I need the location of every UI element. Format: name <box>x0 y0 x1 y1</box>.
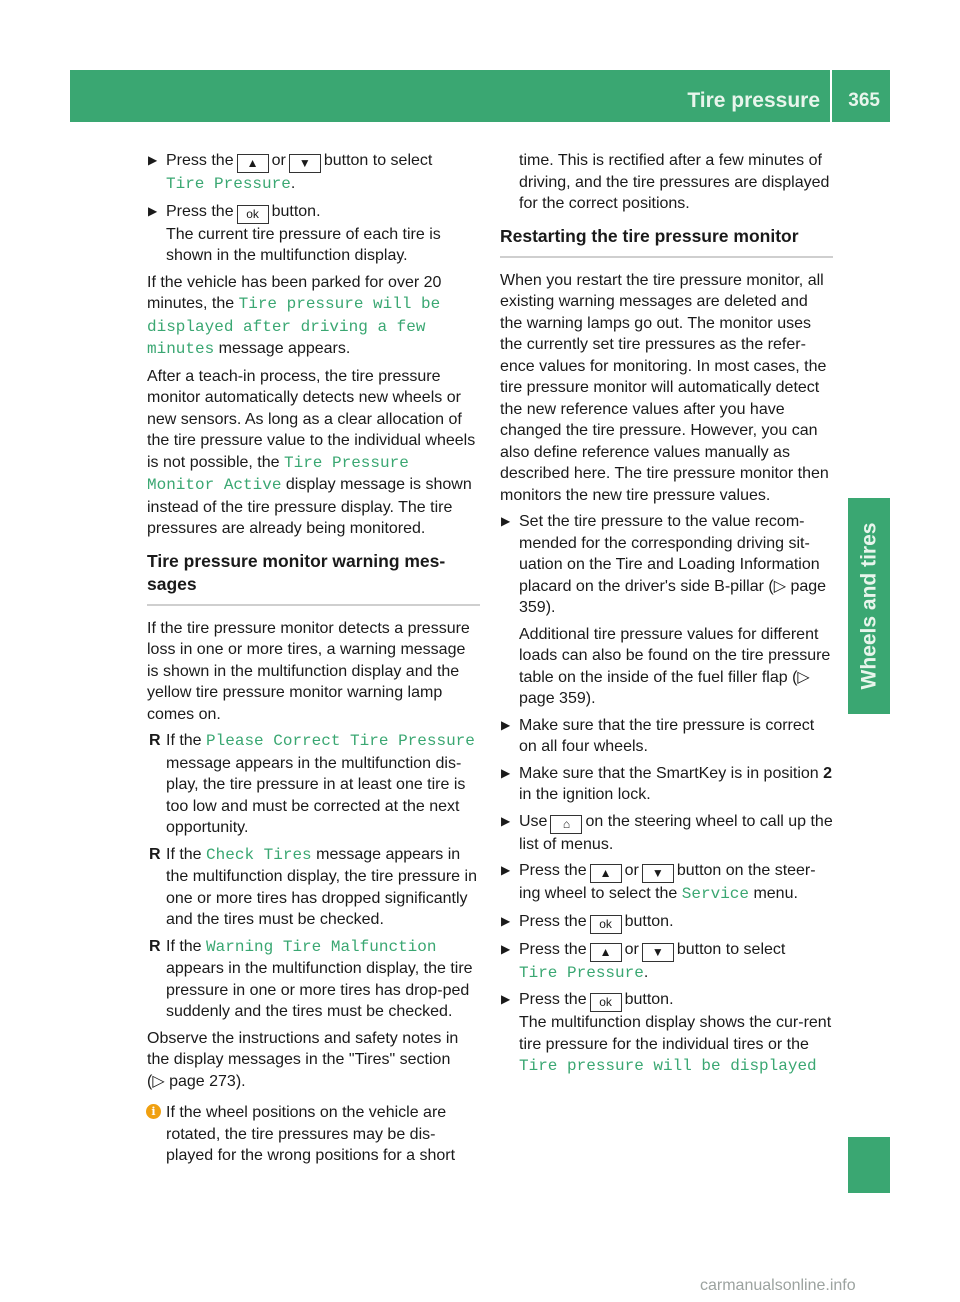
paragraph: If the vehicle has been parked for over 20 minutes, the Tire pressure will be displayed after driving a few minutes message appears. <box>147 273 442 358</box>
display-message: Tire Pressure <box>519 963 644 982</box>
ok-button-icon: ok <box>590 993 622 1012</box>
header-bar <box>70 70 890 122</box>
step-detail: Additional tire pressure values for different loads can also be found on the tire pressure table on the inside of the fuel filler flap (▷ page 359). <box>519 625 831 707</box>
paragraph-continued: time. This is rectified after a few minutes of driving, and the tire pressures are displayed for the correct positions. <box>519 152 830 212</box>
paragraph: When you restart the tire pressure monitor, all existing warning messages are deleted and the warning lamps go out. The monitor uses the currently set tire pressures as the refer-ence values for monitoring. In most cases, the tire pressure monitor will automatically detect the new reference values after you have changed the tire pressure. However, you can also define reference values manually as described here. The tire pressure monitor then monitors the new tire pressure values. <box>500 271 829 504</box>
step-item: ▶ Press the ok button. <box>500 911 833 934</box>
right-column <box>500 150 833 1083</box>
step-item: ▶ Press the ▲ or ▼ button to select Tire Pressure. <box>148 152 433 193</box>
step-arrow-icon: ▶ <box>501 941 511 956</box>
home-button-icon: ⌂ <box>550 815 582 834</box>
step-arrow-icon: ▶ <box>501 813 511 828</box>
display-message: Tire pressure will be displayed after driving a few minutes <box>147 295 441 358</box>
chapter-tab-label: Wheels and tires <box>857 522 881 690</box>
bullet-item: R If the Check Tires message appears in the multifunction display, the tire pressure in one or more tires has dropped significantly and the tires must be checked. <box>149 845 477 928</box>
display-message: Please Correct Tire Pressure <box>206 732 475 750</box>
step-arrow-icon: ▶ <box>501 765 511 780</box>
bullet-marker: R <box>149 937 161 955</box>
up-button-icon: ▲ <box>590 864 622 883</box>
up-button-icon: ▲ <box>237 154 269 173</box>
step-arrow-icon: ▶ <box>501 913 511 928</box>
page-reference: page 273). <box>169 1072 246 1090</box>
page-ref-arrow-icon: ▷ <box>773 577 787 595</box>
page-reference: page 359). <box>519 577 827 616</box>
step-item: ▶ Use ⌂ on the steering wheel to call up the list of menus. <box>501 812 833 853</box>
display-message: Service <box>681 885 749 903</box>
section-title: Tire pressure <box>687 89 820 112</box>
step-item: ▶ Make sure that the SmartKey is in position 2 in the ignition lock. <box>501 764 833 803</box>
step-arrow-icon: ▶ <box>501 863 511 877</box>
up-button-icon: ▲ <box>590 943 622 962</box>
ok-button-icon: ok <box>590 915 622 934</box>
watermark: carmanualsonline.info <box>700 1277 856 1294</box>
display-message: Warning Tire Malfunction <box>206 937 437 956</box>
bullet-marker: R <box>149 732 161 749</box>
down-button-icon: ▼ <box>642 943 674 962</box>
step-arrow-icon: ▶ <box>501 514 511 528</box>
page-number: 365 <box>848 90 880 111</box>
section-heading: Tire pressure monitor warning mes-sages <box>147 550 480 606</box>
display-message: Tire pressure will be displayed <box>519 1057 817 1075</box>
paragraph: After a teach-in process, the tire pressure monitor automatically detects new wheels or new sensors. As long as a clear allocation of the tire pressure value to the individual wheels is not possible, the Tire Pressure Monitor Active display message is shown instead of the tire pressure display. The tire pressures are already being monitored. <box>147 367 476 537</box>
step-arrow-icon: ▶ <box>501 717 511 732</box>
page-ref-arrow-icon: ▷ <box>152 1072 165 1090</box>
chapter-tab-marker <box>848 1137 890 1193</box>
bullet-marker: R <box>149 845 161 863</box>
left-column <box>147 150 480 1172</box>
step-item: ▶ Press the ok button. The current tire pressure of each tire is shown in the multifunction display. <box>148 202 441 264</box>
section-heading: Restarting the tire pressure monitor <box>500 225 833 258</box>
paragraph: If the tire pressure monitor detects a pressure loss in one or more tires, a warning message is shown in the multifunction display and the yellow tire pressure monitor warning lamp comes on. <box>147 619 470 723</box>
step-item: ▶ Set the tire pressure to the value recom-mended for the corresponding driving sit-uation on the Tire and Loading Information placard on the driver's side B-pillar (▷ page 359). <box>501 513 827 616</box>
header-divider <box>830 70 832 122</box>
bullet-item: R If the Warning Tire Malfunction appears in the multifunction display, the tire pressure in one or more tires has drop-ped suddenly and the tires must be checked. <box>149 937 473 1020</box>
display-message: Check Tires <box>206 845 312 864</box>
info-note: i If the wheel positions on the vehicle are rotated, the tire pressures may be dis-played for the wrong positions for a short <box>147 1102 480 1167</box>
step-item: ▶ Make sure that the tire pressure is correct on all four wheels. <box>501 716 815 755</box>
step-item: ▶ Press the ok button. The multifunction display shows the cur-rent tire pressure for the individual tires or the Tire pressure will be displayed <box>501 991 832 1075</box>
paragraph: Observe the instructions and safety notes in the display messages in the "Tires" section (▷ page 273). <box>147 1029 459 1090</box>
bullet-item: R If the Please Correct Tire Pressure message appears in the multifunction dis-play, the tire pressure in at least one tire is too low and must be corrected at the next opportunity. <box>149 732 475 836</box>
info-icon: i <box>146 1104 161 1119</box>
page-ref-arrow-icon: ▷ <box>797 668 810 686</box>
step-item: ▶ Press the ▲ or ▼ button to select Tire Pressure. <box>501 940 786 982</box>
down-button-icon: ▼ <box>289 154 321 173</box>
display-message: Tire Pressure Monitor Active <box>147 453 409 494</box>
page-reference: page 359). <box>519 690 596 707</box>
display-message: Tire Pressure <box>166 175 291 193</box>
step-arrow-icon: ▶ <box>148 203 158 218</box>
step-arrow-icon: ▶ <box>501 992 511 1006</box>
down-button-icon: ▼ <box>642 864 674 883</box>
step-arrow-icon: ▶ <box>148 153 158 167</box>
chapter-tab <box>848 498 890 714</box>
ok-button-icon: ok <box>237 205 269 224</box>
step-item: ▶ Press the ▲ or ▼ button on the steer-ing wheel to select the Service menu. <box>501 862 816 903</box>
